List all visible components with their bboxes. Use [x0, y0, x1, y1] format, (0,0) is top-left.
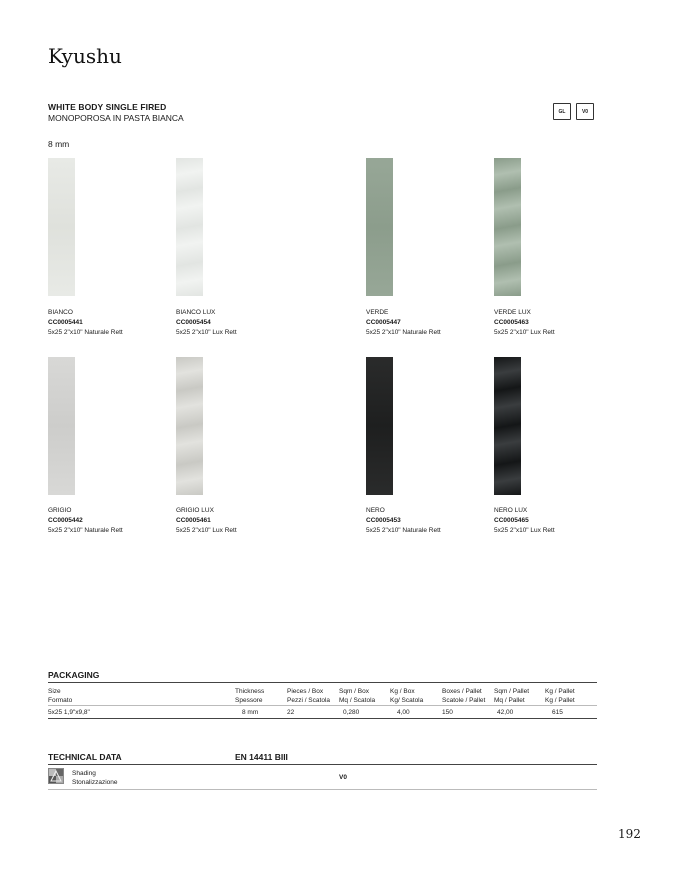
packaging-cell: 615	[552, 709, 563, 716]
packaging-header-en: Pieces / Box	[287, 688, 324, 695]
tile-info	[48, 308, 123, 338]
packaging-header-en: Thickness	[235, 688, 265, 695]
tile-spec: 5x25 2"x10" Lux Rett	[176, 527, 237, 534]
packaging-cell: 0,280	[343, 709, 360, 716]
tile-name: GRIGIO LUX	[176, 507, 214, 514]
packaging-cell: 4,00	[397, 709, 410, 716]
tile-code: CC0005465	[494, 517, 529, 524]
tile-name: GRIGIO	[48, 507, 72, 514]
tile-image	[366, 158, 393, 296]
subtitle-en: WHITE BODY SINGLE FIRED	[48, 102, 167, 112]
packaging-cell: 5x25 1,9"x9,8"	[48, 709, 90, 716]
tile-image	[176, 357, 203, 495]
tile-image	[48, 357, 75, 495]
packaging-header-en: Sqm / Pallet	[494, 688, 530, 695]
tile-info	[494, 506, 555, 536]
packaging-header	[339, 687, 375, 705]
shading-icon	[48, 768, 64, 784]
tile-info	[366, 506, 441, 536]
tile-name: NERO LUX	[494, 507, 528, 514]
page-title: Kyushu	[48, 44, 122, 68]
tile-info	[366, 308, 441, 338]
packaging-header-en: Sqm / Box	[339, 688, 369, 695]
packaging-cell: 150	[442, 709, 453, 716]
tile-code: CC0005442	[48, 517, 83, 524]
packaging-header-it: Kg / Pallet	[545, 697, 575, 704]
packaging-rule-bottom	[48, 718, 597, 719]
tile-name: BIANCO	[48, 309, 73, 316]
tile-image	[494, 158, 521, 296]
tile-name: NERO	[366, 507, 385, 514]
tile-info	[176, 308, 237, 338]
technical-title: TECHNICAL DATA	[48, 752, 122, 762]
packaging-header	[390, 687, 423, 705]
packaging-cell: 8 mm	[242, 709, 259, 716]
technical-standard: EN 14411 BIII	[235, 752, 288, 762]
tile-spec: 5x25 2"x10" Naturale Rett	[48, 329, 123, 336]
tile-name: BIANCO LUX	[176, 309, 216, 316]
tile-code: CC0005461	[176, 517, 211, 524]
shading-label	[72, 769, 118, 787]
tile-spec: 5x25 2"x10" Lux Rett	[494, 329, 555, 336]
packaging-rule-mid	[48, 705, 597, 706]
tile-code: CC0005447	[366, 319, 401, 326]
packaging-header-it: Mq / Scatola	[339, 697, 376, 704]
tile-info	[48, 506, 123, 536]
packaging-header	[48, 687, 72, 705]
tile-image	[48, 158, 75, 296]
packaging-header	[494, 687, 529, 705]
badge-gl: GL	[553, 103, 571, 120]
shading-label-it: Stonalizzazione	[72, 779, 118, 786]
packaging-title: PACKAGING	[48, 670, 100, 680]
tile-code: CC0005454	[176, 319, 211, 326]
packaging-cell: 22	[287, 709, 295, 716]
packaging-header-it: Mq / Pallet	[494, 697, 525, 704]
technical-rule-top	[48, 764, 597, 765]
tile-spec: 5x25 2"x10" Lux Rett	[176, 329, 237, 336]
packaging-header-it: Formato	[48, 697, 73, 704]
shading-value: V0	[339, 774, 347, 781]
page-number: 192	[618, 827, 641, 841]
tile-spec: 5x25 2"x10" Naturale Rett	[366, 329, 441, 336]
packaging-rule-top	[48, 682, 597, 683]
tile-image	[176, 158, 203, 296]
technical-rule-bottom	[48, 789, 597, 790]
tile-info	[176, 506, 237, 536]
tile-image	[366, 357, 393, 495]
packaging-header-it: Pezzi / Scatola	[287, 697, 330, 704]
packaging-header	[545, 687, 575, 705]
tile-code: CC0005441	[48, 319, 83, 326]
badge-v0: V0	[576, 103, 594, 120]
tile-spec: 5x25 2"x10" Lux Rett	[494, 527, 555, 534]
packaging-header-it: Scatole / Pallet	[442, 697, 486, 704]
tile-image	[494, 357, 521, 495]
packaging-header	[235, 687, 264, 705]
badges	[553, 103, 594, 120]
packaging-header-it: Spessore	[235, 697, 263, 704]
thickness-label: 8 mm	[48, 139, 70, 149]
packaging-header-en: Kg / Pallet	[545, 688, 575, 695]
tile-spec: 5x25 2"x10" Naturale Rett	[48, 527, 123, 534]
packaging-header-en: Size	[48, 688, 61, 695]
tile-code: CC0005463	[494, 319, 529, 326]
packaging-header-it: Kg/ Scatola	[390, 697, 424, 704]
packaging-header-en: Kg / Box	[390, 688, 415, 695]
tile-spec: 5x25 2"x10" Naturale Rett	[366, 527, 441, 534]
tile-name: VERDE LUX	[494, 309, 531, 316]
shading-label-en: Shading	[72, 770, 96, 777]
packaging-header-en: Boxes / Pallet	[442, 688, 482, 695]
tile-info	[494, 308, 555, 338]
subtitle-it: MONOPOROSA IN PASTA BIANCA	[48, 113, 184, 123]
packaging-cell: 42,00	[497, 709, 514, 716]
packaging-header	[287, 687, 330, 705]
packaging-header	[442, 687, 485, 705]
tile-code: CC0005453	[366, 517, 401, 524]
tile-name: VERDE	[366, 309, 389, 316]
